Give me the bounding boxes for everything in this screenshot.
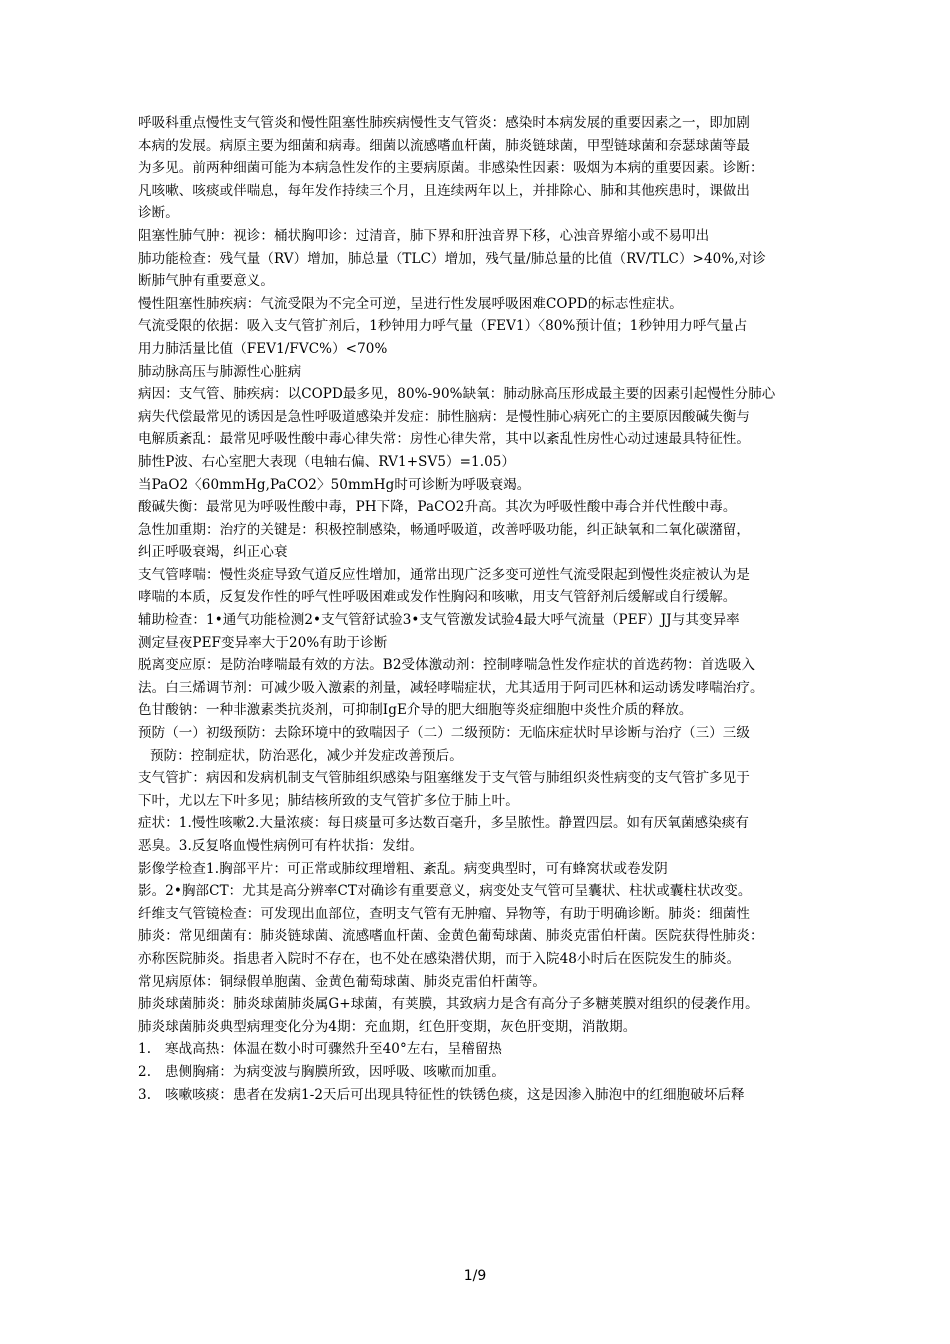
- text-line: 病因：支气管、肺疾病：以COPD最多见，80%-90%缺氧：肺动脉高压形成最主要的因素引起慢性分肺心: [138, 386, 776, 403]
- text-line: 电解质紊乱：最常见呼吸性酸中毒心律失常：房性心律失常，其中以紊乱性房性心动过速最具特征性。: [138, 431, 750, 448]
- text-line: 肺炎：常见细菌有：肺炎链球菌、流感嗜血杆菌、金黄色葡萄球菌、肺炎克雷伯杆菌。医院获得性肺炎：: [138, 928, 764, 945]
- text-line: 为多见。前两种细菌可能为本病急性发作的主要病原菌。非感染性因素：吸烟为本病的重要因素。诊断：: [138, 160, 764, 177]
- page-number: 1/9: [463, 1268, 487, 1284]
- list-item: [138, 1084, 828, 1107]
- text-line: 影像学检查1.胸部平片：可正常或肺纹理增粗、紊乱。病变典型时，可有蜂窝状或卷发阴: [138, 860, 668, 877]
- list-item: [138, 1038, 828, 1061]
- text-line: 常见病原体：铜绿假单胞菌、金黄色葡萄球菌、肺炎克雷伯杆菌等。: [138, 973, 546, 990]
- list-item-number: 3.: [138, 1086, 152, 1103]
- text-line: 支气管哮喘：慢性炎症导致气道反应性增加，通常出现广泛多变可逆性气流受限起到慢性炎症被认为是: [138, 566, 750, 583]
- list-item-text: 患侧胸痛：为病变波与胸膜所致，因呼吸、咳嗽而加重。: [165, 1063, 505, 1080]
- text-line: 肺功能检查：残气量（RV）增加，肺总量（TLC）增加，残气量/肺总量的比值（RV/TLC）>40%,对诊: [138, 250, 766, 267]
- list-item: [138, 1061, 828, 1084]
- text-line: 症状：1.慢性咳嗽2.大量浓痰：每日痰量可多达数百毫升，多呈脓性。静置四层。如有厌氧菌感染痰有: [138, 815, 749, 832]
- document-body: [138, 112, 828, 1106]
- text-line: 呼吸科重点慢性支气管炎和慢性阻塞性肺疾病慢性支气管炎：感染时本病发展的重要因素之一，即加剧: [138, 115, 750, 131]
- text-line: 急性加重期：治疗的关键是：积极控制感染，畅通呼吸道，改善呼吸功能，纠正缺氧和二氧化碳潴留，: [138, 521, 750, 538]
- text-line: 亦称医院肺炎。指患者入院时不存在，也不处在感染潜伏期，而于入院48小时后在医院发生的肺炎。: [138, 950, 741, 967]
- list-item-number: 1.: [138, 1041, 152, 1058]
- text-line: 辅助检查：1•通气功能检测2•支气管舒试验3•支气管激发试验4最大呼气流量（PEF）JJ与其变异率: [138, 612, 740, 629]
- text-line: 当PaO2〈60mmHg,PaCO2〉50mmHg时可诊断为呼吸衰竭。: [138, 476, 531, 493]
- text-line: 恶臭。3.反复咯血慢性病例可有杵状指：发绀。: [138, 838, 424, 854]
- text-line: 测定昼夜PEF变异率大于20%有助于诊断: [138, 634, 388, 651]
- text-line: 支气管扩：病因和发病机制支气管肺组织感染与阻塞继发于支气管与肺组织炎性病变的支气管扩多见于: [138, 770, 750, 787]
- list-item-number: 2.: [138, 1063, 152, 1080]
- text-line: 气流受限的依据：吸入支气管扩剂后，1秒钟用力呼气量（FEV1）〈80%预计值；1秒钟用力呼气量占: [138, 318, 748, 335]
- text-line: 肺炎球菌肺炎：肺炎球菌肺炎属G+球菌，有荚膜，其致病力是含有高分子多糖荚膜对组织的侵袭作用。: [138, 996, 759, 1013]
- text-line: 肺动脉高压与肺源性心脏病: [138, 363, 302, 380]
- text-line: 哮喘的本质，反复发作性的呼气性呼吸困难或发作性胸闷和咳嗽，用支气管舒剂后缓解或自行缓解。: [138, 589, 737, 606]
- text-line: 断肺气肿有重要意义。: [138, 273, 274, 290]
- text-line: 肺炎球菌肺炎典型病理变化分为4期：充血期，红色肝变期，灰色肝变期，消散期。: [138, 1018, 637, 1035]
- text-line: 下叶，尤以左下叶多见；肺结核所致的支气管扩多位于肺上叶。: [138, 792, 519, 809]
- text-line: 凡咳嗽、咳痰或伴喘息，每年发作持续三个月，且连续两年以上，并排除心、肺和其他疾患时，课做出: [138, 182, 750, 199]
- text-line: 肺性P波、右心室肥大表现（电轴右偏、RV1+SV5）=1.05）: [138, 453, 516, 470]
- text-line: 病失代偿最常见的诱因是急性呼吸道感染并发症：肺性脑病：是慢性肺心病死亡的主要原因酸碱失衡与: [138, 408, 750, 425]
- text-line: 预防（一）初级预防：去除环境中的致喘因子（二）二级预防：无临床症状时早诊断与治疗（三）三级: [138, 725, 750, 742]
- text-line: 阻塞性肺气肿：视诊：桶状胸叩诊：过清音，肺下界和肝浊音界下移，心浊音界缩小或不易叩出: [138, 227, 710, 244]
- text-line: 色甘酸钠：一种非激素类抗炎剂，可抑制IgE介导的肥大细胞等炎症细胞中炎性介质的释放。: [138, 702, 693, 719]
- list-item-text: 寒战高热：体温在数小时可骤然升至40°左右，呈稽留热: [165, 1041, 503, 1058]
- text-line: 本病的发展。病原主要为细菌和病毒。细菌以流感嗜血杆菌，肺炎链球菌，甲型链球菌和奈瑟球菌等最: [138, 137, 750, 154]
- list-item-text: 咳嗽咳痰：患者在发病1-2天后可出现具特征性的铁锈色痰，这是因渗入肺泡中的红细胞破坏后释: [165, 1086, 745, 1103]
- text-line: 脱离变应原：是防治哮喘最有效的方法。B2受体激动剂：控制哮喘急性发作症状的首选药物：首选吸入: [138, 657, 756, 674]
- text-line: 影。2•胸部CT：尤其是高分辨率CT对确诊有重要意义，病变处支气管可呈囊状、柱状或囊柱状改变。: [138, 883, 752, 900]
- text-line: 法。白三烯调节剂：可减少吸入激素的剂量，减轻哮喘症状，尤其适用于阿司匹林和运动诱发哮喘治疗。: [138, 679, 764, 696]
- text-line: 预防：控制症状，防治恶化，减少并发症改善预后。: [150, 747, 463, 764]
- text-line: 慢性阻塞性肺疾病：气流受限为不完全可逆，呈进行性发展呼吸困难COPD的标志性症状。: [138, 295, 683, 312]
- text-line: 用力肺活量比值（FEV1/FVC%）<70%: [138, 340, 388, 357]
- text-line: 纤维支气管镜检查：可发现出血部位，查明支气管有无肿瘤、异物等，有助于明确诊断。肺炎：细菌性: [138, 905, 750, 922]
- text-line: 纠正呼吸衰竭，纠正心衰: [138, 544, 288, 561]
- text-line: 诊断。: [138, 205, 179, 222]
- text-line: 酸碱失衡：最常见为呼吸性酸中毒，PH下降，PaCO2升高。其次为呼吸性酸中毒合并代性酸中毒。: [138, 499, 737, 516]
